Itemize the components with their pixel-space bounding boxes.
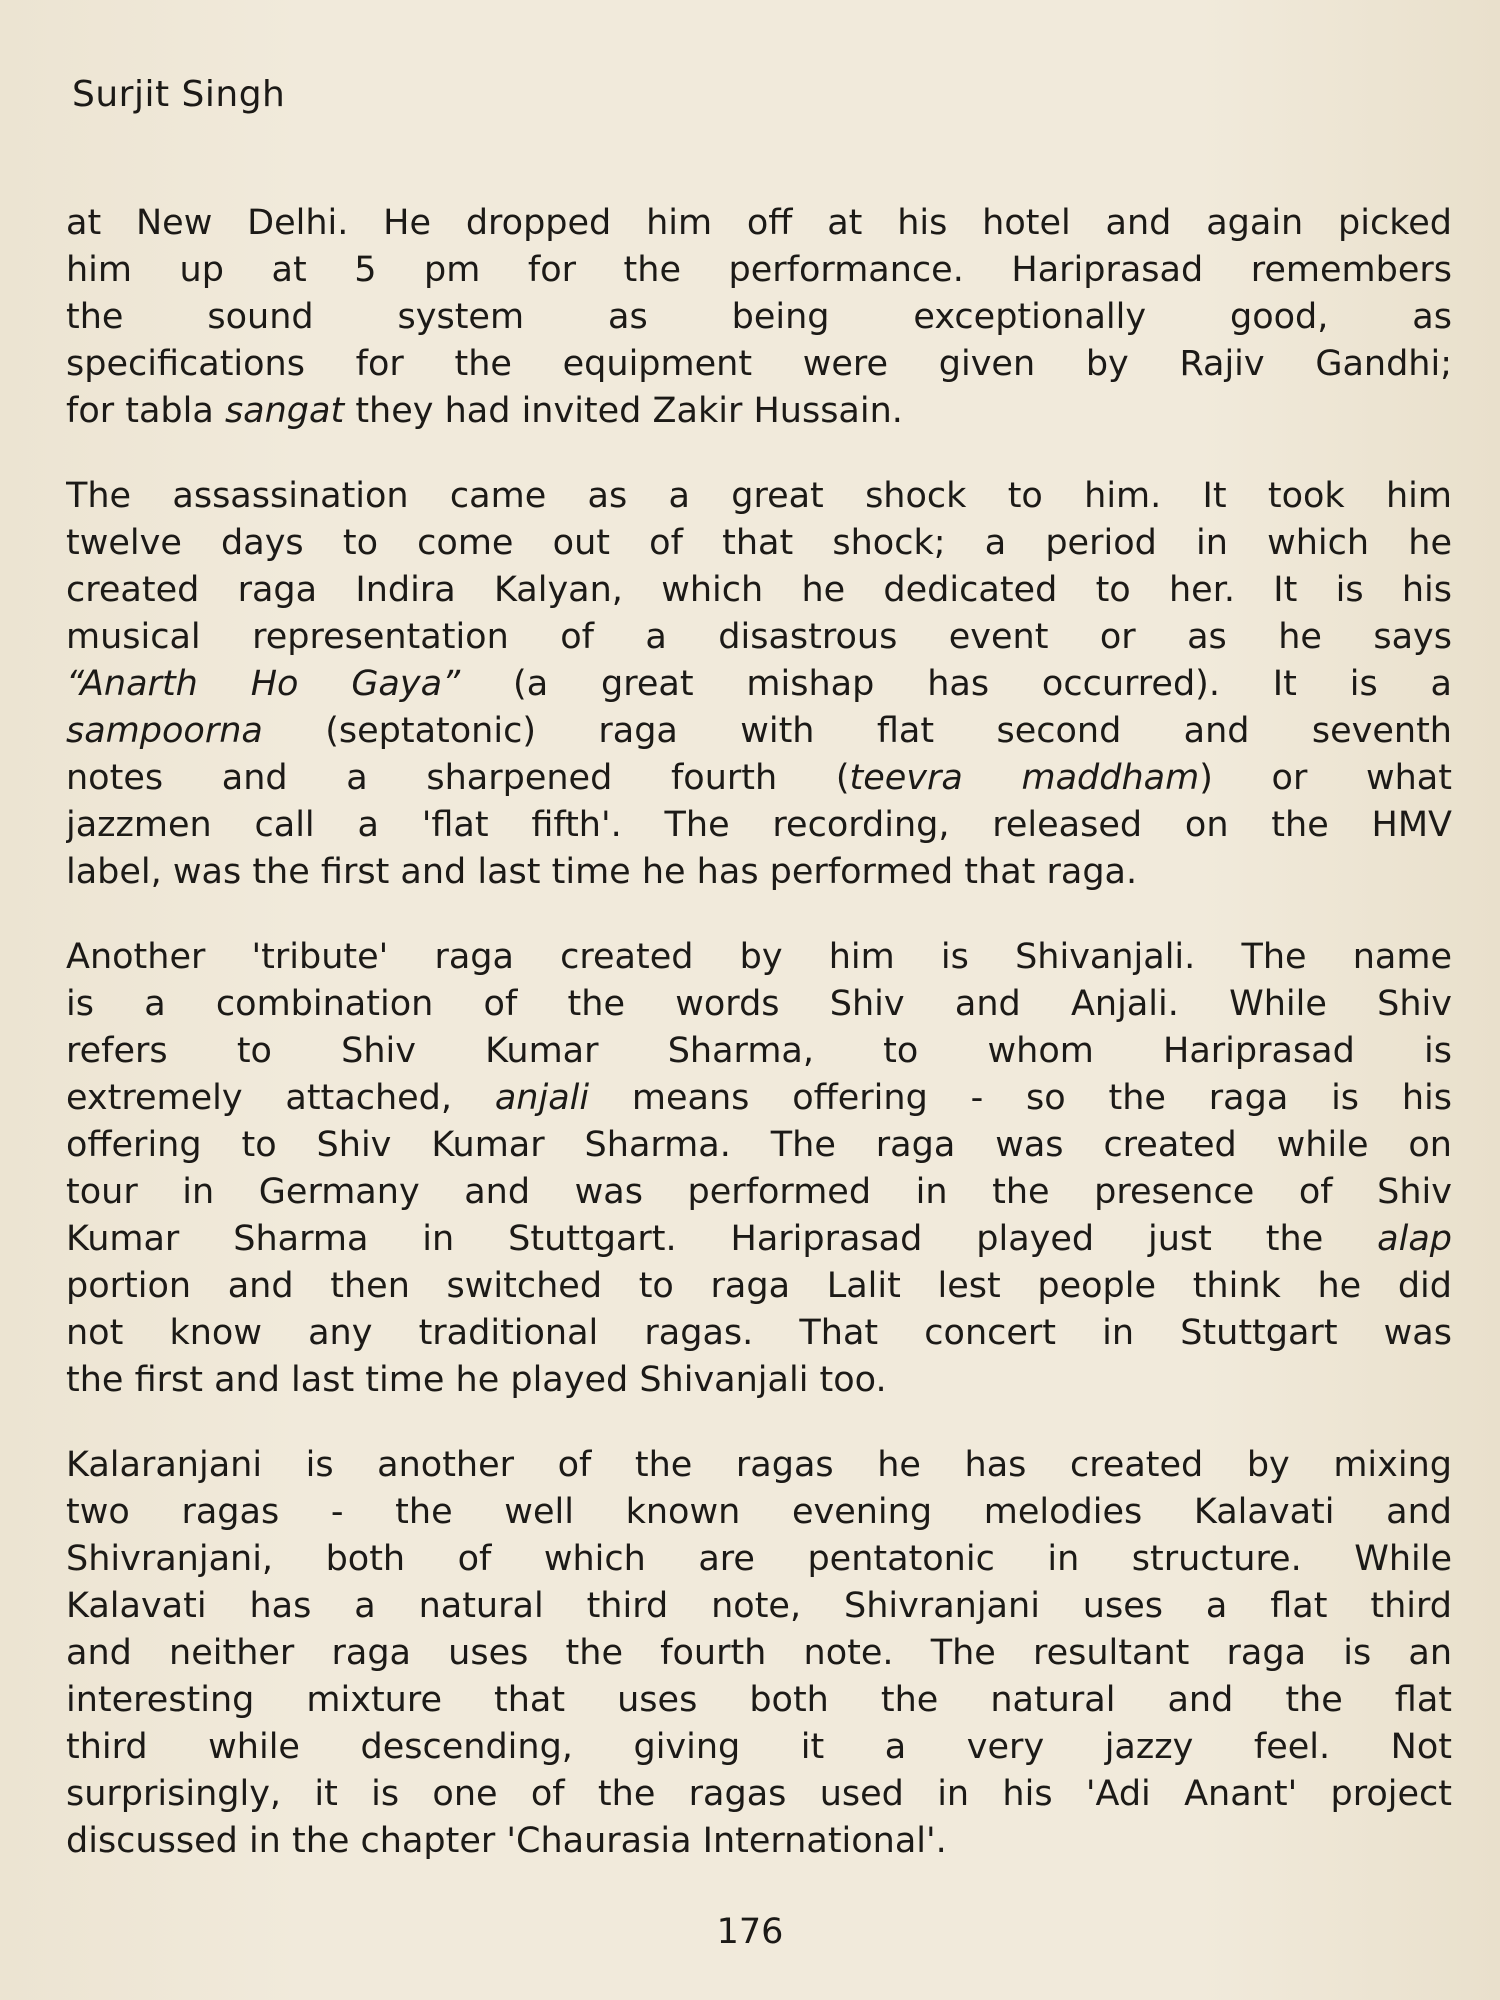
text-line xyxy=(66,1677,1452,1724)
text-line xyxy=(66,1075,1452,1122)
text-line xyxy=(66,1028,1452,1075)
text-line xyxy=(66,708,1452,755)
text-line xyxy=(66,473,1452,520)
text-segment: Kumar Sharma in Stuttgart. Hariprasad played just the xyxy=(66,1219,1378,1259)
text-line xyxy=(66,1310,1452,1357)
text-segment: at New Delhi. He dropped him off at his hotel and again picked xyxy=(66,203,1452,243)
text-segment: offering to Shiv Kumar Sharma. The raga was created while on xyxy=(66,1125,1452,1165)
text-line xyxy=(66,1263,1452,1310)
text-line xyxy=(66,661,1452,708)
text-line xyxy=(66,1442,1452,1489)
page-number: 176 xyxy=(716,1912,784,1952)
paragraph xyxy=(66,200,1452,435)
italic-term: alap xyxy=(1377,1219,1452,1259)
text-segment: The assassination came as a great shock to him. It took him xyxy=(66,476,1452,516)
text-line xyxy=(66,1818,1452,1865)
italic-term: sampoorna xyxy=(66,711,263,751)
text-segment: (a great mishap has occurred). It is a xyxy=(460,664,1452,704)
text-segment: discussed in the chapter 'Chaurasia International'. xyxy=(66,1821,947,1861)
text-segment: tour in Germany and was performed in the presence of Shiv xyxy=(66,1172,1452,1212)
text-line xyxy=(66,1724,1452,1771)
text-line xyxy=(66,1122,1452,1169)
text-line xyxy=(66,1583,1452,1630)
text-segment: (septatonic) raga with flat second and seventh xyxy=(262,711,1452,751)
italic-term: teevra maddham xyxy=(849,758,1200,798)
text-line xyxy=(66,247,1452,294)
paragraph xyxy=(66,934,1452,1404)
text-segment: label, was the first and last time he has performed that raga. xyxy=(66,852,1138,892)
text-segment: they had invited Zakir Hussain. xyxy=(344,391,903,431)
paragraph xyxy=(66,1442,1452,1865)
text-line xyxy=(66,1357,1452,1404)
text-segment: third while descending, giving it a very jazzy feel. Not xyxy=(66,1727,1452,1767)
text-line xyxy=(66,567,1452,614)
text-segment: refers to Shiv Kumar Sharma, to whom Hariprasad is xyxy=(66,1031,1452,1071)
text-line xyxy=(66,755,1452,802)
text-line xyxy=(66,520,1452,567)
text-segment: twelve days to come out of that shock; a period in which he xyxy=(66,523,1452,563)
text-segment: two ragas - the well known evening melodies Kalavati and xyxy=(66,1492,1452,1532)
paragraph xyxy=(66,473,1452,896)
italic-term: sangat xyxy=(224,391,345,431)
text-line xyxy=(66,1630,1452,1677)
text-segment: the sound system as being exceptionally good, as xyxy=(66,297,1452,337)
text-segment: extremely attached, xyxy=(66,1078,495,1118)
text-line xyxy=(66,934,1452,981)
text-segment: musical representation of a disastrous event or as he says xyxy=(66,617,1452,657)
text-segment: Kalavati has a natural third note, Shivranjani uses a flat third xyxy=(66,1586,1452,1626)
text-segment: and neither raga uses the fourth note. The resultant raga is an xyxy=(66,1633,1452,1673)
body-text xyxy=(66,200,1452,1903)
text-segment: not know any traditional ragas. That concert in Stuttgart was xyxy=(66,1313,1452,1353)
text-line xyxy=(66,849,1452,896)
text-segment: created raga Indira Kalyan, which he dedicated to her. It is his xyxy=(66,570,1452,610)
text-segment: portion and then switched to raga Lalit lest people think he did xyxy=(66,1266,1452,1306)
text-line xyxy=(66,1536,1452,1583)
text-segment: Kalaranjani is another of the ragas he has created by mixing xyxy=(66,1445,1452,1485)
text-segment: Another 'tribute' raga created by him is Shivanjali. The name xyxy=(66,937,1452,977)
italic-term: anjali xyxy=(494,1078,590,1118)
text-segment: Shivranjani, both of which are pentatonic in structure. While xyxy=(66,1539,1452,1579)
text-line xyxy=(66,341,1452,388)
text-line xyxy=(66,981,1452,1028)
text-segment: jazzmen call a 'flat fifth'. The recording, released on the HMV xyxy=(66,805,1452,845)
text-line xyxy=(66,1771,1452,1818)
text-segment: notes and a sharpened fourth ( xyxy=(66,758,850,798)
text-segment: is a combination of the words Shiv and Anjali. While Shiv xyxy=(66,984,1452,1024)
italic-term: “Anarth Ho Gaya” xyxy=(66,664,461,704)
text-segment: specifications for the equipment were given by Rajiv Gandhi; xyxy=(66,344,1452,384)
text-line xyxy=(66,294,1452,341)
text-line xyxy=(66,614,1452,661)
text-line xyxy=(66,200,1452,247)
text-line xyxy=(66,1216,1452,1263)
text-segment: ) or what xyxy=(1199,758,1452,798)
running-head: Surjit Singh xyxy=(72,74,286,115)
text-line xyxy=(66,388,1452,435)
text-line xyxy=(66,1489,1452,1536)
text-line xyxy=(66,1169,1452,1216)
text-segment: surprisingly, it is one of the ragas used in his 'Adi Anant' project xyxy=(66,1774,1452,1814)
text-line xyxy=(66,802,1452,849)
text-segment: means offering - so the raga is his xyxy=(589,1078,1452,1118)
text-segment: for tabla xyxy=(66,391,225,431)
text-segment: him up at 5 pm for the performance. Hariprasad remembers xyxy=(66,250,1452,290)
text-segment: the first and last time he played Shivanjali too. xyxy=(66,1360,887,1400)
text-segment: interesting mixture that uses both the natural and the flat xyxy=(66,1680,1452,1720)
